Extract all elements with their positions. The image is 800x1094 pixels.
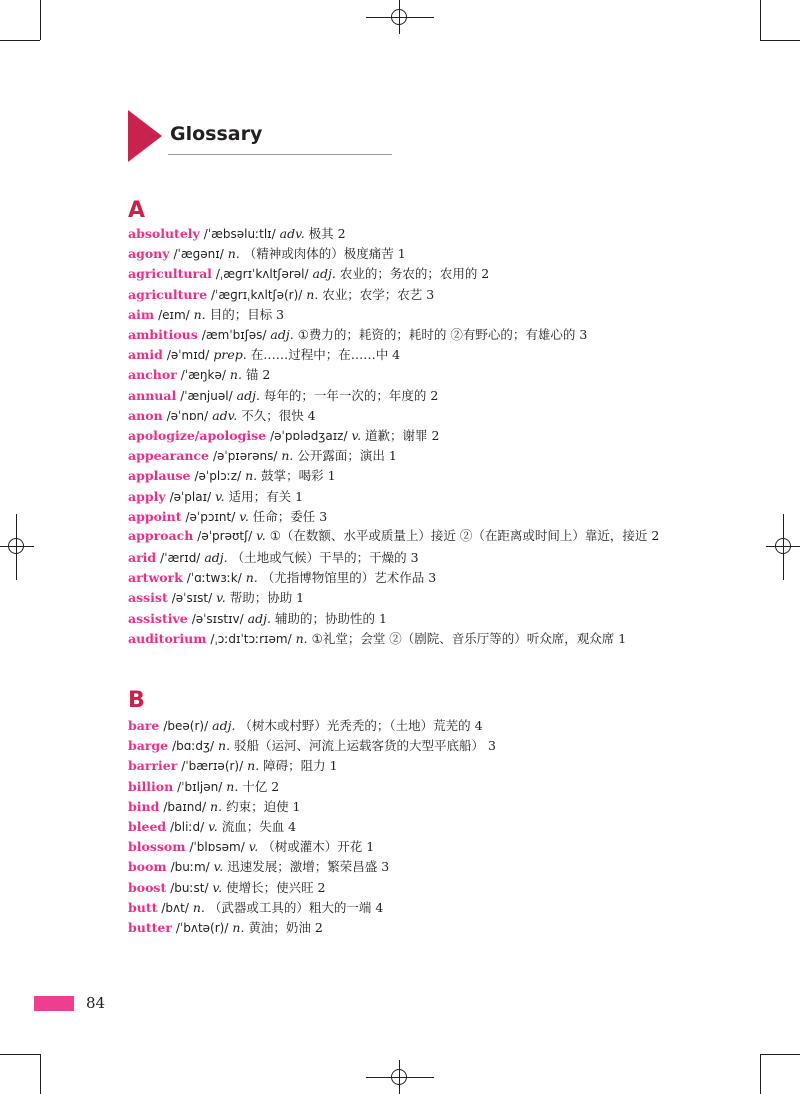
entry-pronunciation: /əˈsɪstɪv/ bbox=[191, 611, 244, 626]
entry-part-of-speech: n. bbox=[227, 246, 240, 262]
glossary-entry bbox=[128, 548, 688, 568]
entry-headword: billion bbox=[128, 778, 174, 794]
entry-headword: appearance bbox=[128, 448, 209, 464]
entry-headword: butter bbox=[128, 920, 172, 936]
entry-definition: （树木或村野）光秃秃的；（土地）荒芜的 4 bbox=[239, 718, 483, 733]
entry-definition: 流血；失血 4 bbox=[221, 819, 297, 835]
entry-definition: （武器或工具的）粗大的一端 4 bbox=[208, 899, 384, 915]
entry-pronunciation: /bɑːdʒ/ bbox=[172, 739, 215, 754]
glossary-entry bbox=[128, 365, 688, 385]
entry-definition: 驳船（运河、河流上运载客货的大型平底船） 3 bbox=[234, 738, 496, 754]
entry-pronunciation: /ˈɑːtwɜːk/ bbox=[186, 571, 242, 586]
glossary-entry bbox=[128, 857, 688, 877]
glossary-entry bbox=[128, 406, 688, 426]
glossary-entry bbox=[128, 716, 688, 736]
entry-definition: 帮助；协助 1 bbox=[229, 590, 305, 606]
entry-part-of-speech: adj. bbox=[212, 718, 236, 733]
entry-part-of-speech: n. bbox=[232, 920, 245, 936]
entry-pronunciation: /ˈblɒsəm/ bbox=[189, 840, 245, 855]
glossary-entry bbox=[128, 527, 688, 548]
entry-headword: assistive bbox=[128, 610, 188, 626]
entry-part-of-speech: n. bbox=[193, 306, 206, 322]
entry-definition: 每年的；一年一次的；年度的 2 bbox=[263, 387, 439, 403]
entry-definition: 农业；农学；农艺 3 bbox=[322, 286, 435, 302]
entry-headword: apply bbox=[128, 488, 166, 504]
glossary-entry bbox=[128, 817, 688, 837]
entry-headword: ambitious bbox=[128, 327, 198, 343]
glossary-entry bbox=[128, 837, 688, 857]
entry-definition: 迅速发展；激增；繁荣昌盛 3 bbox=[227, 859, 390, 875]
entry-headword: anchor bbox=[128, 367, 177, 383]
entry-part-of-speech: n. bbox=[218, 738, 231, 754]
glossary-entry bbox=[128, 588, 688, 608]
entry-headword: bare bbox=[128, 718, 160, 733]
entry-pronunciation: /əˈpɔɪnt/ bbox=[185, 509, 236, 524]
entry-headword: agriculture bbox=[128, 286, 208, 302]
entry-headword: apologize/apologise bbox=[128, 428, 267, 444]
entry-part-of-speech: v. bbox=[216, 590, 226, 606]
entry-part-of-speech: n. bbox=[245, 570, 258, 586]
entry-pronunciation: /ˌæɡrɪˈkʌltʃərəl/ bbox=[215, 267, 309, 282]
entry-definition: 鼓掌；喝彩 1 bbox=[261, 468, 336, 484]
entry-headword: aim bbox=[128, 306, 155, 322]
entry-part-of-speech: adj. bbox=[247, 610, 271, 626]
entry-pronunciation: /ˈæɡənɪ/ bbox=[173, 247, 224, 262]
glossary-entry bbox=[128, 898, 688, 918]
entry-part-of-speech: n. bbox=[192, 899, 205, 915]
entry-pronunciation: /əˈplaɪ/ bbox=[169, 489, 212, 504]
entry-definition: ①礼堂；会堂 ②（剧院、音乐厅等的）听众席，观众席 1 bbox=[311, 630, 627, 646]
entry-definition: 农业的；务农的；农用的 2 bbox=[339, 266, 490, 282]
entry-part-of-speech: n. bbox=[210, 798, 223, 814]
entry-headword: boom bbox=[128, 859, 167, 875]
entry-headword: barrier bbox=[128, 758, 178, 774]
entry-headword: amid bbox=[128, 347, 163, 363]
entry-headword: agony bbox=[128, 246, 170, 262]
entry-definition: 使增长；使兴旺 2 bbox=[226, 879, 326, 895]
entry-pronunciation: /ˈbʌtə(r)/ bbox=[175, 921, 229, 936]
footer-accent-bar bbox=[34, 996, 74, 1011]
entry-definition: 目的；目标 3 bbox=[209, 306, 285, 322]
glossary-entry bbox=[128, 568, 688, 588]
entry-definition: （树或灌木）开花 1 bbox=[262, 839, 375, 855]
entry-headword: bleed bbox=[128, 819, 167, 835]
entry-definition: ①（在数额、水平或质量上）接近 ②（在距离或时间上）靠近，接近 2 bbox=[269, 528, 660, 544]
entry-part-of-speech: v. bbox=[212, 879, 223, 895]
entry-headword: annual bbox=[128, 387, 177, 403]
entry-definition: 黄油；奶油 2 bbox=[248, 920, 323, 936]
entry-part-of-speech: v. bbox=[215, 488, 225, 504]
glossary-entry bbox=[128, 736, 688, 756]
entry-part-of-speech: n. bbox=[226, 778, 239, 794]
glossary-entry bbox=[128, 629, 688, 649]
glossary-entry bbox=[128, 345, 688, 365]
entry-headword: artwork bbox=[128, 570, 183, 586]
entry-definition: 极其 2 bbox=[308, 226, 346, 241]
entry-definition: （尤指博物馆里的）艺术作品 3 bbox=[261, 570, 437, 586]
section-letter-b: B bbox=[128, 688, 145, 713]
entry-part-of-speech: n. bbox=[295, 630, 308, 646]
entry-pronunciation: /əˈnɒn/ bbox=[166, 408, 209, 423]
entry-pronunciation: /əˈpɪərəns/ bbox=[212, 449, 278, 464]
glossary-entry bbox=[128, 305, 688, 325]
entry-pronunciation: /buːst/ bbox=[170, 880, 209, 895]
glossary-entry bbox=[128, 507, 688, 527]
entry-headword: anon bbox=[128, 407, 163, 423]
entry-definition: （精神或肉体的）极度痛苦 1 bbox=[243, 246, 406, 262]
entry-headword: auditorium bbox=[128, 630, 207, 646]
entry-pronunciation: /əˈmɪd/ bbox=[166, 348, 210, 363]
entry-part-of-speech: adv. bbox=[212, 407, 238, 423]
entry-headword: appoint bbox=[128, 508, 182, 524]
glossary-entry bbox=[128, 264, 688, 284]
entry-headword: assist bbox=[128, 590, 168, 606]
heading-triangle-marker bbox=[128, 110, 162, 162]
glossary-entry bbox=[128, 756, 688, 776]
entry-definition: 不久；很快 4 bbox=[241, 407, 316, 423]
glossary-entry bbox=[128, 918, 688, 938]
entry-definition: 障碍；阻力 1 bbox=[263, 758, 338, 774]
entry-definition: 约束；迫使 1 bbox=[226, 798, 301, 814]
entry-pronunciation: /əˈprəʊtʃ/ bbox=[197, 529, 253, 544]
entry-part-of-speech: prep. bbox=[213, 347, 247, 363]
glossary-entry bbox=[128, 797, 688, 817]
entry-part-of-speech: n. bbox=[247, 758, 260, 774]
entry-definition: 道歉；谢罪 2 bbox=[365, 428, 440, 444]
entry-pronunciation: /bʌt/ bbox=[161, 900, 189, 915]
entry-part-of-speech: n. bbox=[306, 286, 319, 302]
entry-definition: 十亿 2 bbox=[242, 778, 280, 794]
entry-pronunciation: /eɪm/ bbox=[158, 307, 190, 322]
entry-part-of-speech: adj. bbox=[236, 387, 260, 403]
entry-headword: bind bbox=[128, 798, 160, 814]
section-letter-a: A bbox=[128, 198, 146, 223]
glossary-entry bbox=[128, 285, 688, 305]
entry-pronunciation: /ˌɔːdɪˈtɔːrɪəm/ bbox=[210, 631, 292, 646]
page-title: Glossary bbox=[170, 123, 263, 145]
entry-pronunciation: /bliːd/ bbox=[170, 820, 205, 835]
entry-part-of-speech: n. bbox=[229, 367, 242, 383]
entry-part-of-speech: adj. bbox=[312, 266, 336, 282]
glossary-entry bbox=[128, 878, 688, 898]
entry-part-of-speech: v. bbox=[213, 859, 224, 875]
glossary-entry bbox=[128, 487, 688, 507]
entry-pronunciation: /ˈænjuəl/ bbox=[180, 388, 233, 403]
glossary-entry bbox=[128, 224, 688, 244]
entry-pronunciation: /baɪnd/ bbox=[163, 799, 207, 814]
heading-underline bbox=[168, 154, 392, 155]
glossary-entry bbox=[128, 609, 688, 629]
entry-part-of-speech: n. bbox=[245, 468, 258, 484]
entry-headword: approach bbox=[128, 528, 194, 544]
entry-definition: （土地或气候）干旱的；干燥的 3 bbox=[231, 550, 419, 566]
glossary-entry bbox=[128, 386, 688, 406]
entry-definition: 在……过程中；在……中 4 bbox=[250, 347, 401, 363]
glossary-entry bbox=[128, 777, 688, 797]
entry-definition: 适用；有关 1 bbox=[228, 488, 304, 504]
entry-pronunciation: /beə(r)/ bbox=[163, 719, 209, 733]
entry-headword: boost bbox=[128, 879, 167, 895]
entry-pronunciation: /ˈærɪd/ bbox=[160, 551, 201, 566]
entry-part-of-speech: v. bbox=[208, 819, 218, 835]
entry-definition: 锚 2 bbox=[245, 367, 271, 383]
entry-pronunciation: /buːm/ bbox=[170, 860, 210, 875]
entry-part-of-speech: v. bbox=[248, 839, 259, 855]
glossary-entry bbox=[128, 426, 688, 446]
entry-pronunciation: /əˈpɒlədʒaɪz/ bbox=[270, 429, 348, 444]
glossary-list-b bbox=[128, 716, 688, 938]
entry-headword: applause bbox=[128, 468, 191, 484]
glossary-entry bbox=[128, 325, 688, 345]
entry-pronunciation: /ˈæbsəluːtlɪ/ bbox=[203, 227, 276, 241]
entry-pronunciation: /æmˈbɪʃəs/ bbox=[201, 328, 267, 343]
entry-pronunciation: /ˈbɪljən/ bbox=[177, 779, 223, 794]
entry-headword: blossom bbox=[128, 839, 186, 855]
entry-pronunciation: /ˈæɡrɪˌkʌltʃə(r)/ bbox=[211, 287, 303, 302]
entry-pronunciation: /ˈæŋkə/ bbox=[180, 368, 226, 383]
entry-part-of-speech: adj. bbox=[204, 550, 228, 566]
entry-definition: 任命；委任 3 bbox=[252, 508, 328, 524]
glossary-entry bbox=[128, 244, 688, 264]
entry-headword: agricultural bbox=[128, 266, 212, 282]
entry-headword: arid bbox=[128, 550, 157, 566]
entry-pronunciation: /əˈplɔːz/ bbox=[194, 469, 242, 484]
page-number: 84 bbox=[86, 994, 106, 1012]
entry-part-of-speech: v. bbox=[239, 508, 249, 524]
glossary-entry bbox=[128, 446, 688, 466]
entry-definition: 公开露面；演出 1 bbox=[297, 448, 397, 464]
entry-definition: ①费力的；耗资的；耗时的 ②有野心的；有雄心的 3 bbox=[297, 327, 588, 343]
entry-headword: absolutely bbox=[128, 226, 200, 241]
entry-part-of-speech: v. bbox=[256, 528, 266, 544]
entry-pronunciation: /əˈsɪst/ bbox=[171, 591, 213, 606]
entry-part-of-speech: v. bbox=[351, 428, 362, 444]
entry-pronunciation: /ˈbærɪə(r)/ bbox=[181, 759, 244, 774]
glossary-entry bbox=[128, 466, 688, 486]
entry-part-of-speech: adv. bbox=[279, 226, 305, 241]
entry-part-of-speech: adj. bbox=[270, 327, 294, 343]
entry-definition: 辅助的；协助性的 1 bbox=[274, 610, 387, 626]
entry-headword: butt bbox=[128, 899, 158, 915]
glossary-list-a bbox=[128, 224, 688, 649]
entry-headword: barge bbox=[128, 738, 169, 754]
entry-part-of-speech: n. bbox=[281, 448, 294, 464]
